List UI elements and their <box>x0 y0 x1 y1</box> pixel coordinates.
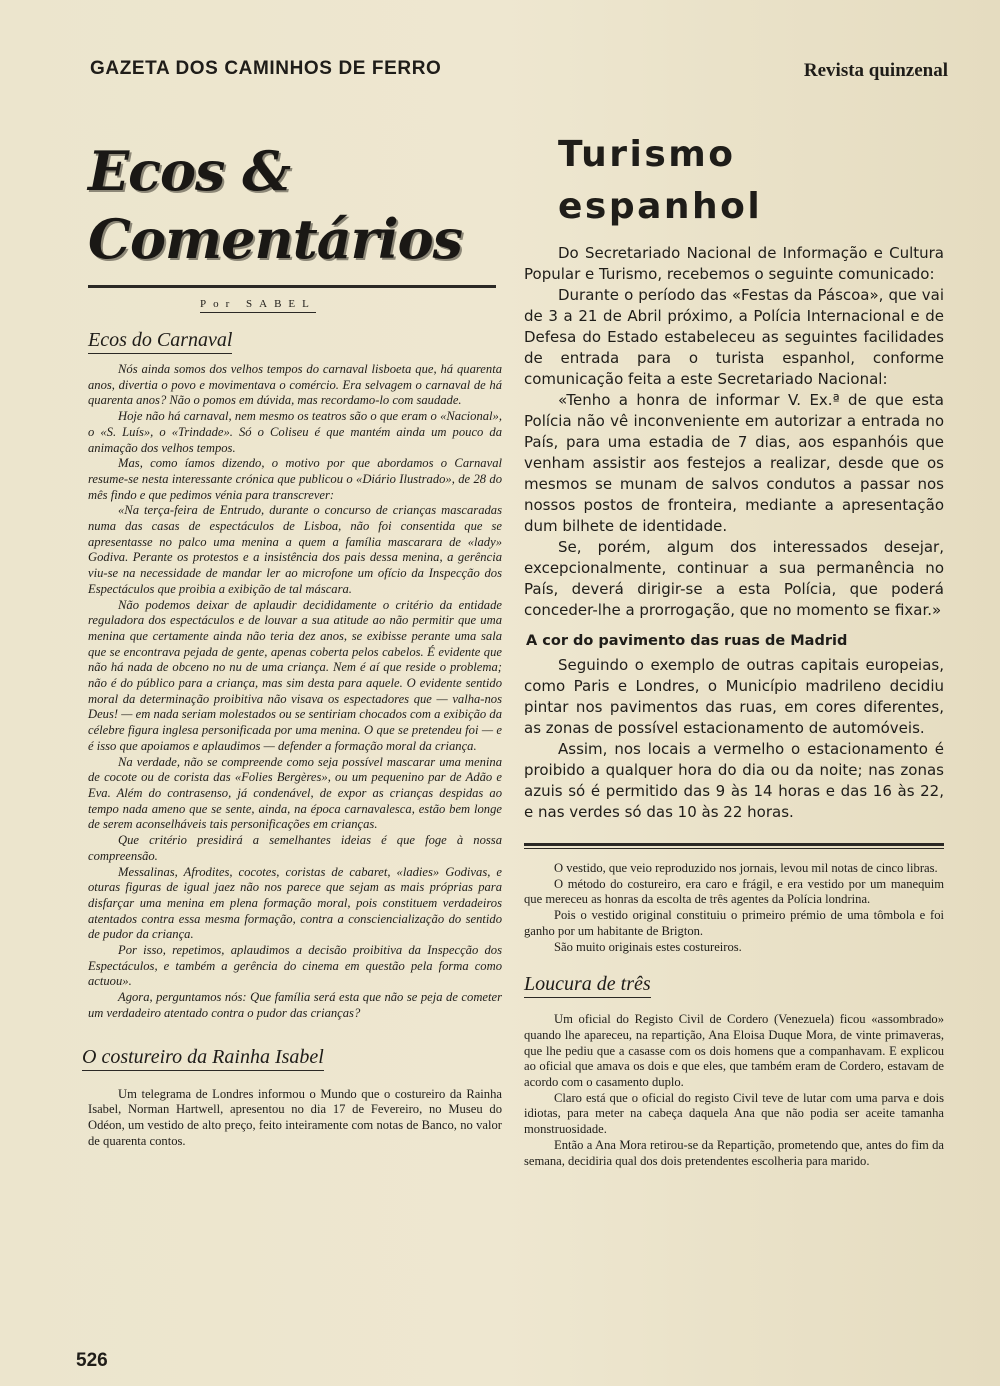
paragraph: São muito originais estes costureiros. <box>554 939 742 954</box>
section-title-ecos: Ecos & Comentários <box>88 139 463 271</box>
paragraph: Agora, perguntamos nós: Que família será esta que não se peja de cometer um verdadeiro atentado contra o pudor das crianças? <box>88 990 502 1020</box>
paragraph: Seguindo o exemplo de outras capitais europeias, como Paris e Londres, o Município madrileno decidiu pintar nos pavimentos das ruas, em cores diferentes, as zonas de possível estacionamento de automóveis. <box>524 656 944 737</box>
title-rule <box>88 285 496 288</box>
left-column <box>82 125 502 1149</box>
paragraph: Não podemos deixar de aplaudir decididamente o critério da entidade reguladora dos espectáculos e de louvar a sua atitude ao não permitir que uma menina que certamente ainda não teria dez anos, se exibisse perante uma sala que se encontrava pejada de gente, apenas coberta pelos cabelos. É evidente que não há nada de obceno no nu de uma criança. Nem é aí que reside o problema; não é do público para a criança, mas sim desta para aquele. O evidente sentido moral da determinação proibitiva não visava os espectadores que — valha-nos Deus! — em nada seriam molestados ou se sentiriam chocados com a exibição da célebre figura inglesa personificada por uma menina. O que se pretendeu foi — e é isso que apoiamos e aplaudimos — defender a formação moral da criança. <box>88 597 502 753</box>
turismo-article <box>524 243 944 621</box>
publication-frequency: Revista quinzenal <box>803 60 948 81</box>
paragraph: Mas, como íamos dizendo, o motivo por que abordamos o Carnaval resume-se nesta interessante crónica que publicou o «Diário Ilustrado», de 28 do mês findo e que pedimos vénia para transcrever: <box>88 456 502 502</box>
paragraph: «Na terça-feira de Entrudo, durante o concurso de crianças mascaradas numa das casas de espectáculos de Lisboa, não foi consentida que se apresentasse no palco uma menina a quem a família mascarara de «lady» Godiva. Perante os protestos e a insistência dos pais dessa menina, a gerência viu-se na necessidade de mandar ler ao microfone um ofício da Inspecção dos Espectáculos que proibia a exibição de tal máscara. <box>88 503 502 596</box>
paragraph: O vestido, que veio reproduzido nos jornais, levou mil notas de cinco libras. <box>554 861 938 875</box>
paragraph: Nós ainda somos dos velhos tempos do carnaval lisboeta que, há quarenta anos, divertia o povo e movimentava o comércio. Era selvagem o carnaval de há quarenta anos? Não o pomos em dúvida, mas recordamo-lo com saudade. <box>88 362 502 408</box>
section-divider <box>524 843 944 849</box>
paragraph: Do Secretariado Nacional de Informação e Cultura Popular e Turismo, recebemos o seguinte comunicado: <box>524 244 944 283</box>
loucura-article <box>524 1012 944 1169</box>
heading-loucura: Loucura de três <box>524 973 651 998</box>
right-column <box>524 125 944 1169</box>
paragraph: Assim, nos locais a vermelho o estacionamento é proibido a qualquer hora do dia ou da noite; nas zonas azuis só é permitido das 9 às 14 horas e das 16 às 22, e nas verdes só das 10 às 22 horas. <box>524 740 944 821</box>
carnaval-article <box>88 362 502 1022</box>
paragraph: Claro está que o oficial do registo Civil teve de lutar com uma parva e dois idiotas, para meter na cabeça daquela Ana que não podia ser aceite tamanha monstruosidade. <box>524 1090 944 1137</box>
paragraph: Messalinas, Afrodites, cocotes, coristas de cabaret, «ladies» Godivas, e oturas figuras de igual jaez não nos parece que sejam as mais próprias para disfarçar uma menina em plena formação moral, pois constituem verdadeiros atentados contra essa mesma formação, contra a consciencialização do sentido de pudor da criança. <box>88 864 502 942</box>
publication-title: GAZETA DOS CAMINHOS DE FERRO <box>90 58 442 79</box>
heading-madrid: A cor do pavimento das ruas de Madrid <box>526 633 848 649</box>
paragraph: Por isso, repetimos, aplaudimos a decisão proibitiva da Inspecção dos Espectáculos, e também a gerência do cinema em questão pela forma como actuou». <box>88 943 502 989</box>
paragraph: Que critério presidirá a semelhantes ideias é que foge à nossa compreensão. <box>88 833 502 863</box>
paragraph: Na verdade, não se compreende como seja possível mascarar uma menina de cocote ou de corista das «Folies Bergères», ou um pequenino par de Adão e Eva. Além do contrasenso, já condenável, de expor as crianças despidas ao tempo nada ameno que se sente, ainda, na época carnavalesca, estão bem longe de serem aconselháveis tais personificações em crianças. <box>88 754 502 832</box>
heading-costureiro: O costureiro da Rainha Isabel <box>82 1046 324 1071</box>
madrid-article <box>524 655 944 823</box>
heading-carnaval: Ecos do Carnaval <box>88 329 232 354</box>
paragraph: O método do costureiro, era caro e frágil, e era vestido por um manequim que mereceu as honras da escolta de três agentes da Polícia londrina. <box>524 876 944 907</box>
page-number: 526 <box>76 1350 108 1371</box>
paragraph: Então a Ana Mora retirou-se da Repartição, prometendo que, antes do fim da semana, decidiria qual dos dois pretendentes escolheria para marido. <box>524 1137 944 1168</box>
paragraph: Se, porém, algum dos interessados desejar, excepcionalmente, continuar a sua permanência no País, deverá dirigir-se a esta Polícia, que poderá conceder-lhe a prorrogação, que no momento se fixar.» <box>524 538 944 619</box>
paragraph: Pois o vestido original constituiu o primeiro prémio de uma tômbola e foi ganho por um habitante de Brigton. <box>524 908 944 938</box>
paragraph: Hoje não há carnaval, nem mesmo os teatros são o que eram o «Nacional», o «S. Luís», o «Trindade». Só o Coliseu é que mantém ainda um pouco da animação dos velhos tempos. <box>88 409 502 455</box>
paragraph: «Tenho a honra de informar V. Ex.ª de que esta Polícia não vê inconveniente em autorizar a entrada no País, para uma estadia de 7 dias, aos espanhóis que venham assistir aos festejos a realizar, desde que os mesmos se munam de salvos condutos a passar nos nossos postos de fronteira, mediante a apresentação dum bilhete de identidade. <box>524 391 944 535</box>
byline: Por SABEL <box>200 298 316 313</box>
paragraph: Durante o período das «Festas da Páscoa», que vai de 3 a 21 de Abril próximo, a Polícia Internacional e de Defesa do Estado estabeleceu as seguintes facilidades de entrada para o turista espanhol, conforme comunicação feita a este Secretariado Nacional: <box>524 286 944 388</box>
costureiro-article-start <box>88 1087 502 1150</box>
costureiro-article-continued <box>524 861 944 955</box>
article-title-turismo: Turismo espanhol <box>558 134 763 227</box>
paragraph: Um oficial do Registo Civil de Cordero (Venezuela) ficou «assombrado» quando lhe apareceu, na repartição, Ana Eloisa Duque Mora, de vinte primaveras, que lhe pediu que a casasse com os dois homens que a companhavam. E explicou ao oficial que amava os dois e que eles, que também eram de Cordero, estavam de acordo com o casamento duplo. <box>524 1012 944 1090</box>
paragraph: Um telegrama de Londres informou o Mundo que o costureiro da Rainha Isabel, Norman Hartwell, apresentou no dia 17 de Fevereiro, no Museu do Odéon, um vestido de alto preço, feito inteiramente com notas de Banco, no valor de quarenta contos. <box>88 1086 502 1148</box>
